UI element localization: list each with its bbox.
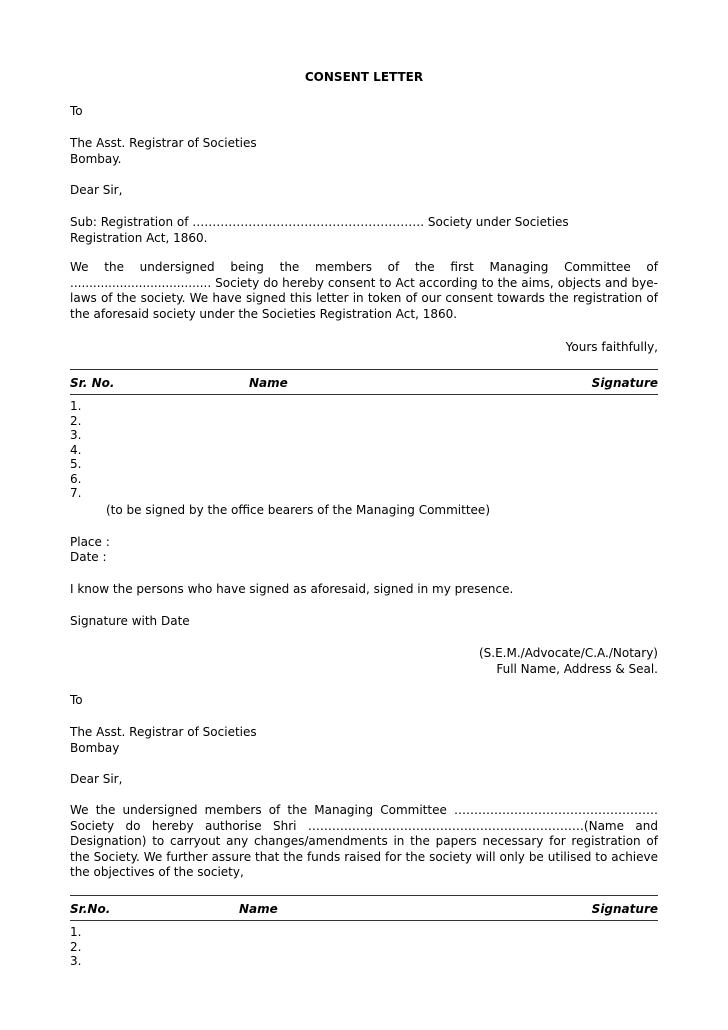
subject-line-1: Sub: Registration of …………………………………………………. Society under Societies bbox=[70, 215, 569, 229]
addressee-line-2: Bombay. bbox=[70, 152, 122, 166]
authority-line-2: Full Name, Address & Seal. bbox=[496, 662, 658, 676]
date-label: Date : bbox=[70, 550, 107, 564]
col-signature: Signature bbox=[591, 376, 658, 390]
document-page bbox=[70, 0, 658, 1030]
list-item: 2. bbox=[70, 939, 82, 954]
consent-body: We the undersigned being the members of the first Managing Committee of ..................................... Society do hereby consent to Act according to the aims, objects and bye-laws of the society. We have signed this letter in token of our consent towards the registration of the aforesaid society under the Societies Registration Act, 1860. bbox=[70, 260, 658, 321]
signing-note: (to be signed by the office bearers of the Managing Committee) bbox=[106, 503, 490, 517]
to-label-2: To bbox=[70, 693, 83, 707]
table-header-rule bbox=[70, 394, 658, 395]
attestation-text: I know the persons who have signed as aforesaid, signed in my presence. bbox=[70, 582, 514, 596]
authority-line-1: (S.E.M./Advocate/C.A./Notary) bbox=[478, 646, 658, 660]
table-top-rule bbox=[70, 369, 658, 370]
signature-with-date: Signature with Date bbox=[70, 614, 190, 628]
to-label: To bbox=[70, 104, 83, 118]
list-item: 5. bbox=[70, 457, 82, 471]
list-item: 1. bbox=[70, 399, 82, 413]
list-item: 7. bbox=[70, 486, 82, 500]
table-header bbox=[70, 376, 658, 392]
closing: Yours faithfully, bbox=[565, 340, 658, 354]
table2-header bbox=[70, 902, 658, 918]
list-item: 1. bbox=[70, 925, 82, 939]
salutation: Dear Sir, bbox=[70, 183, 123, 197]
col-name: Name bbox=[239, 902, 278, 916]
col-sr-no: Sr.No. bbox=[70, 902, 111, 916]
place-label: Place : bbox=[70, 535, 110, 549]
signatory-list bbox=[70, 399, 81, 501]
col-signature: Signature bbox=[591, 902, 658, 916]
signatory-list-2 bbox=[70, 925, 81, 969]
list-item: 4. bbox=[70, 442, 82, 457]
authorisation-body: We the undersigned members of the Managing Committee …………………………………………… Society do hereby authorise Shri ……………………………………………………………(Name and Designation) to carryout any changes/amendments in the papers necessary for registration of the Society. We further assure that the funds raised for the society will only be utilised to achieve the objectives of the society, bbox=[70, 803, 658, 879]
addressee-line-1: The Asst. Registrar of Societies bbox=[70, 136, 257, 150]
col-sr-no: Sr. No. bbox=[70, 376, 115, 390]
page-title: CONSENT LETTER bbox=[304, 70, 424, 84]
list-item: 3. bbox=[70, 954, 82, 968]
list-item: 3. bbox=[70, 428, 82, 442]
list-item: 6. bbox=[70, 471, 82, 486]
salutation-2: Dear Sir, bbox=[70, 772, 123, 786]
list-item: 2. bbox=[70, 413, 82, 428]
table2-top-rule bbox=[70, 895, 658, 896]
addressee2-line-1: The Asst. Registrar of Societies bbox=[70, 725, 257, 739]
subject-line-2: Registration Act, 1860. bbox=[70, 231, 208, 245]
col-name: Name bbox=[249, 376, 288, 390]
table2-header-rule bbox=[70, 920, 658, 921]
addressee2-line-2: Bombay bbox=[70, 741, 120, 755]
